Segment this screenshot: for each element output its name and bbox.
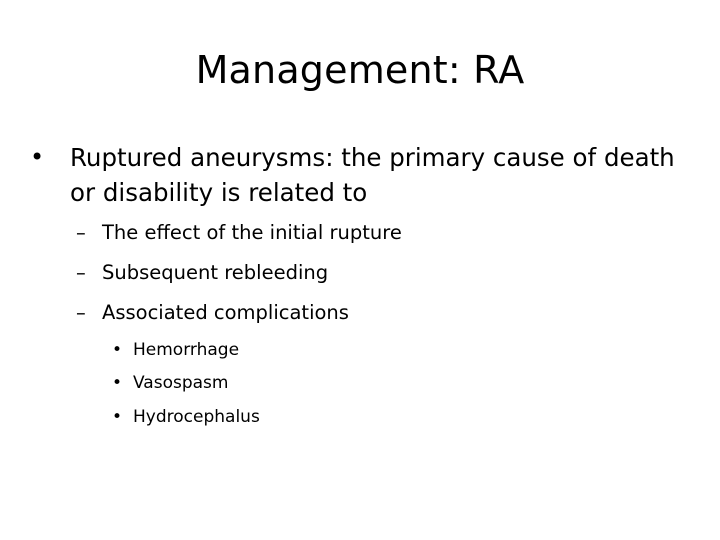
bullet-level2-item xyxy=(76,220,402,246)
bullet-level3-text: Hemorrhage xyxy=(133,340,240,360)
slide-title: Management: RA xyxy=(195,48,525,92)
bullet-dot-icon: • xyxy=(30,143,45,171)
bullet-level2-item xyxy=(76,260,329,286)
bullet-dot-icon: • xyxy=(112,340,123,360)
dash-icon: – xyxy=(76,221,86,244)
bullet-level3-text: Vasospasm xyxy=(133,373,229,393)
bullet-level2-text: Associated complications xyxy=(102,301,349,324)
bullet-level3-item xyxy=(112,406,260,428)
bullet-dot-icon: • xyxy=(112,373,123,393)
bullet-level2-text: The effect of the initial rupture xyxy=(102,221,402,244)
bullet-level1 xyxy=(30,140,680,210)
bullet-level2-text: Subsequent rebleeding xyxy=(102,261,329,284)
bullet-level3-item xyxy=(112,372,229,394)
dash-icon: – xyxy=(76,301,86,324)
bullet-level3-item xyxy=(112,339,240,361)
bullet-level3-text: Hydrocephalus xyxy=(133,407,260,427)
dash-icon: – xyxy=(76,261,86,284)
bullet-level1-text: Ruptured aneurysms: the primary cause of death or disability is related to xyxy=(70,143,675,207)
bullet-dot-icon: • xyxy=(112,407,123,427)
bullet-level2-item xyxy=(76,300,349,326)
